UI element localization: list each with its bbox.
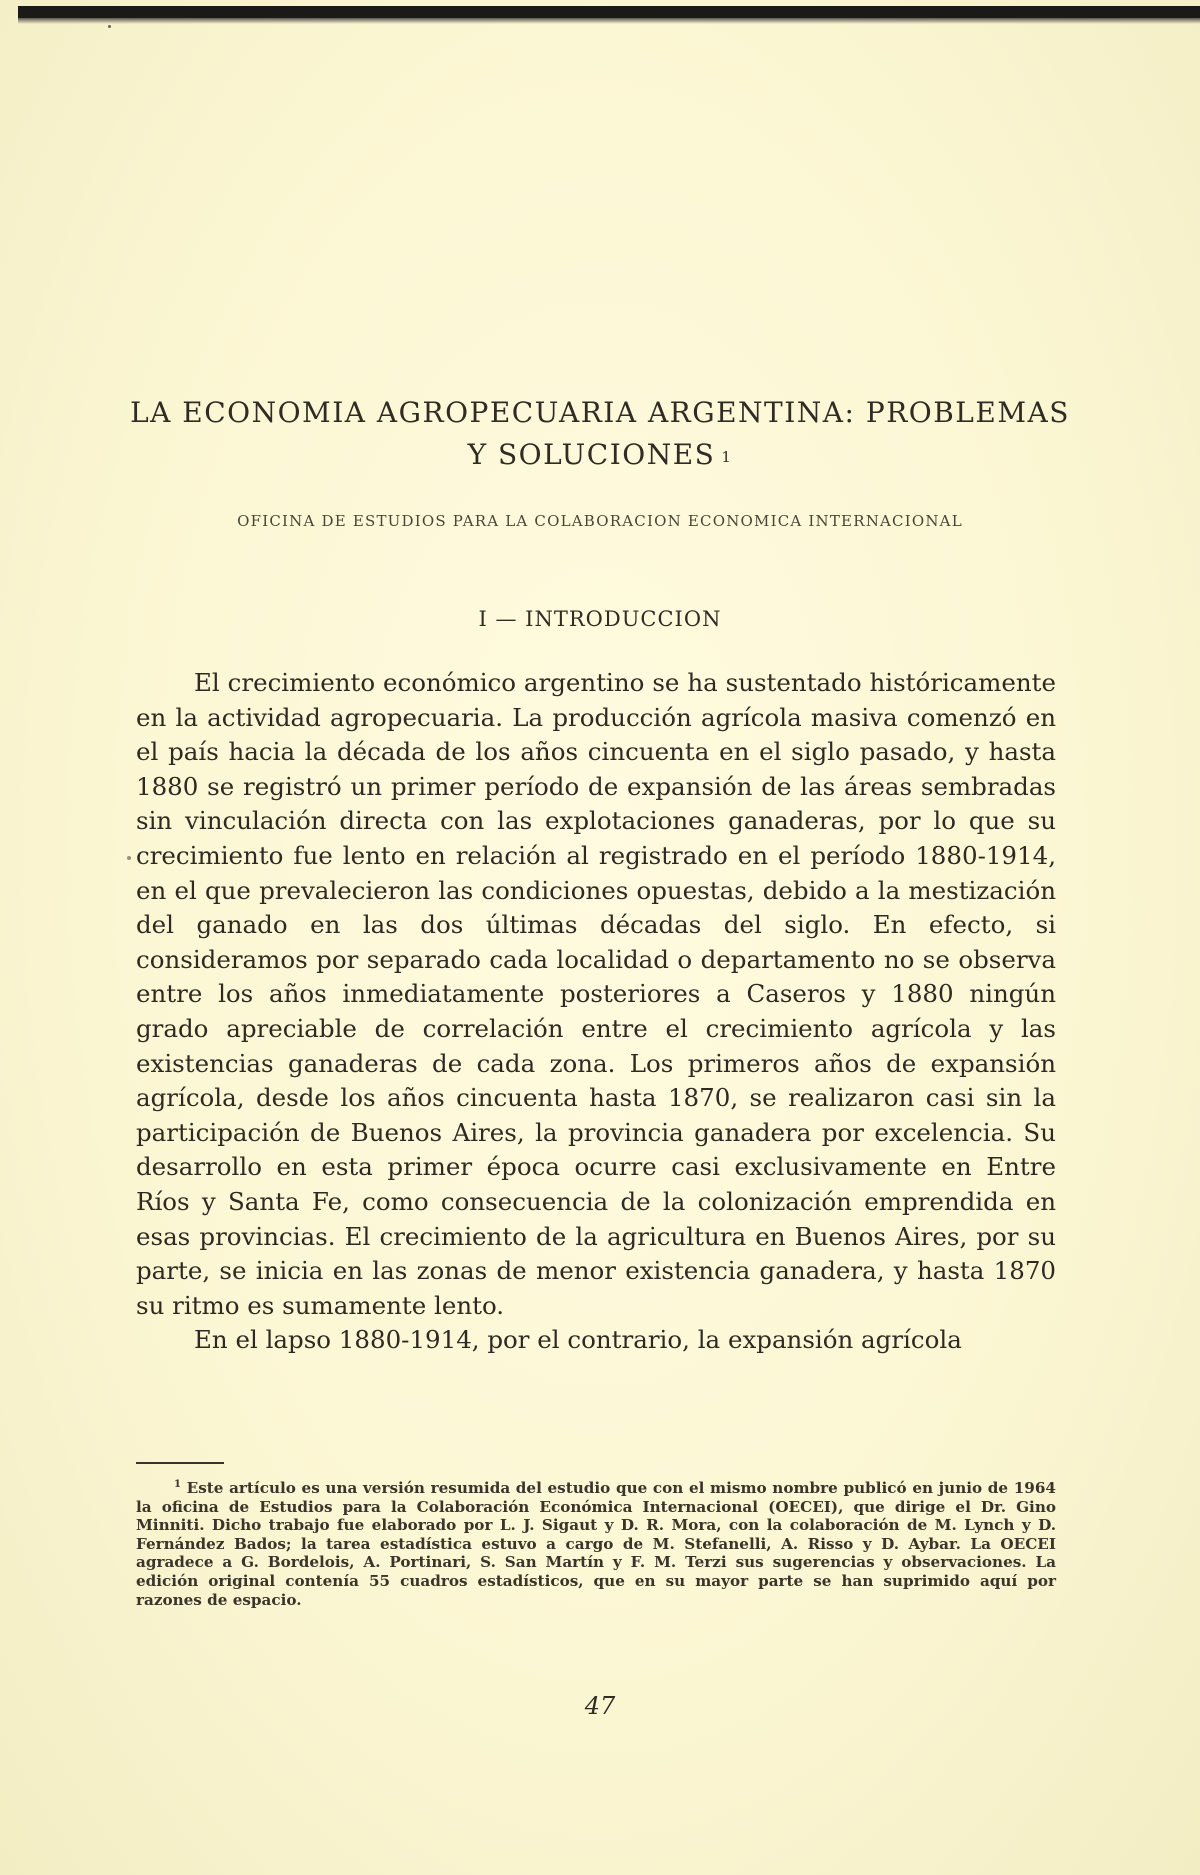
- article-title-line-2-text: Y SOLUCIONES: [467, 438, 716, 471]
- footnote-divider: [136, 1462, 224, 1464]
- title-footnote-mark: 1: [721, 448, 733, 466]
- article-title: [120, 392, 1080, 476]
- article-title-line-2: [120, 434, 1080, 476]
- footnote-text: Este artículo es una versión resumida del estudio que con el mismo nombre publicó en junio de 1964 la oficina de Estudios para la Colaboración Económica Internacional (OECEI), que dirige el Dr. Gino Minniti. Dicho trabajo fue elaborado por L. J. Sigaut y D. R. Mora, con la colaboración de M. Lynch y D. Fernández Bados; la tarea estadística estuvo a cargo de M. Stefanelli, A. Risso y D. Aybar. La OECEI agradece a G. Bordelois, A. Portinari, S. San Martín y F. M. Terzi sus sugerencias y observaciones. La edición original contenía 55 cuadros estadísticos, que en su mayor parte se han suprimido aquí por razones de espacio.: [136, 1479, 1056, 1609]
- scan-top-shadow: [18, 18, 1200, 24]
- footnote-paragraph: [136, 1476, 1056, 1609]
- author-organization: OFICINA DE ESTUDIOS PARA LA COLABORACION ECONOMICA INTERNACIONAL: [237, 512, 963, 530]
- footnote-mark: 1: [174, 1479, 181, 1490]
- page-number: 47: [584, 1692, 616, 1720]
- section-heading: I — INTRODUCCION: [478, 607, 722, 631]
- paragraph: En el lapso 1880-1914, por el contrario, la expansión agrícola: [194, 1325, 962, 1355]
- paragraph: El crecimiento económico argentino se ha sustentado históricamente en la actividad agropecuaria. La producción agrícola masiva comenzó en el país hacia la década de los años cincuenta en el siglo pasado, y hasta 1880 se registró un primer período de expansión de las áreas sembradas sin vinculación directa con las explotaciones ganaderas, por lo que su crecimiento fue lento en relación al registrado en el período 1880-1914, en el que prevalecieron las condiciones opuestas, debido a la mestización del ganado en las dos últimas décadas del siglo. En efecto, si consideramos por separado cada localidad o departamento no se observa entre los años inmediatamente posteriores a Caseros y 1880 ningún grado apreciable de correlación entre el crecimiento agrícola y las existencias ganaderas de cada zona. Los primeros años de expansión agrícola, desde los años cincuenta hasta 1870, se realizaron casi sin la participación de Buenos Aires, la provincia ganadera por excelencia. Su desarrollo en esta primer época ocurre casi exclusivamente en Entre Ríos y Santa Fe, como consecuencia de la colonización emprendida en esas provincias. El crecimiento de la agricultura en Buenos Aires, por su parte, se inicia en las zonas de menor existencia ganadera, y hasta 1870 su ritmo es sumamente lento.: [136, 668, 1056, 1320]
- body-text: [136, 666, 1056, 1358]
- footnote: [136, 1476, 1056, 1609]
- scan-top-border: [18, 6, 1200, 18]
- article-title-line-1: LA ECONOMIA AGROPECUARIA ARGENTINA: PROBLEMAS: [130, 396, 1070, 429]
- scan-speck: [108, 25, 111, 28]
- scan-speck: [127, 856, 131, 860]
